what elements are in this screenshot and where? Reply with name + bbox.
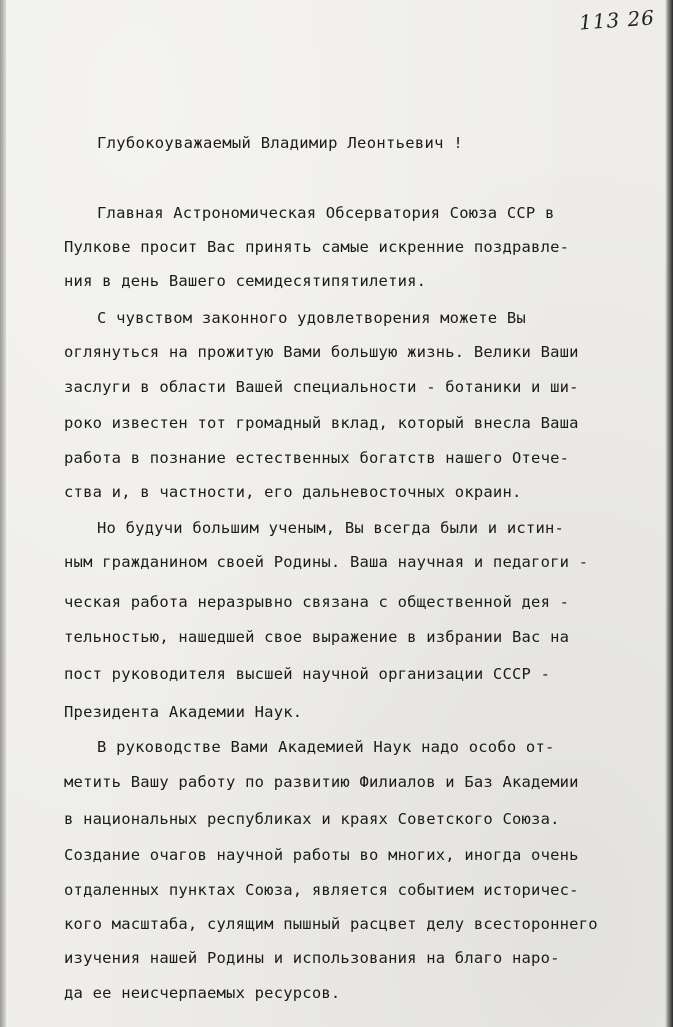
body-line: Но будучи большим ученым, Вы всегда были и истин- — [97, 519, 565, 537]
body-line: заслуги в области Вашей специальности - ботаники и ши- — [64, 378, 579, 396]
body-line: кого масштаба, сулящим пышный расцвет делу всестороннего — [64, 915, 598, 933]
body-line: В руководстве Вами Академией Наук надо особо от- — [97, 738, 555, 756]
body-line: да ее неисчерпаемых ресурсов. — [64, 984, 341, 1002]
body-line: ческая работа неразрывно связана с общественной дея - — [64, 593, 570, 611]
body-line: С чувством законного удовлетворения можете Вы — [97, 309, 526, 327]
body-line: метить Вашу работу по развитию Филиалов и Баз Академии — [64, 773, 579, 791]
body-line: Президента Академии Наук. — [64, 703, 303, 721]
body-line: работа в познание естественных богатств нашего Отече- — [64, 449, 570, 467]
body-line: Главная Астрономическая Обсерватория Союза ССР в — [97, 204, 555, 222]
body-line: ства и, в частности, его дальневосточных окраин. — [64, 483, 522, 501]
body-line: ным гражданином своей Родины. Ваша научная и педагоги - — [64, 553, 589, 571]
page-left-edge — [0, 0, 6, 1027]
salutation: Глубокоуважаемый Владимир Леонтьевич ! — [97, 134, 464, 152]
folio-number: 113 26 — [578, 5, 656, 35]
body-line: отдаленных пунктах Союза, является событием историчес- — [64, 881, 579, 899]
body-line: оглянуться на прожитую Вами большую жизнь. Велики Ваши — [64, 343, 579, 361]
body-line: Создание очагов научной работы во многих, иногда очень — [64, 846, 579, 864]
body-line: в национальных республиках и краях Советского Союза. — [64, 810, 560, 828]
body-line: тельностью, нашедшей свое выражение в избрании Вас на — [64, 628, 570, 646]
body-line: роко известен тот громадный вклад, который внесла Ваша — [64, 414, 579, 432]
body-line: Пулкове просит Вас принять самые искренние поздравле- — [64, 238, 570, 256]
body-line: пост руководителя высшей научной организации СССР - — [64, 665, 551, 683]
page-right-edge-shadow — [665, 0, 673, 1027]
body-line: изучения нашей Родины и использования на благо наро- — [64, 949, 560, 967]
body-line: ния в день Вашего семидесятипятилетия. — [64, 272, 427, 290]
